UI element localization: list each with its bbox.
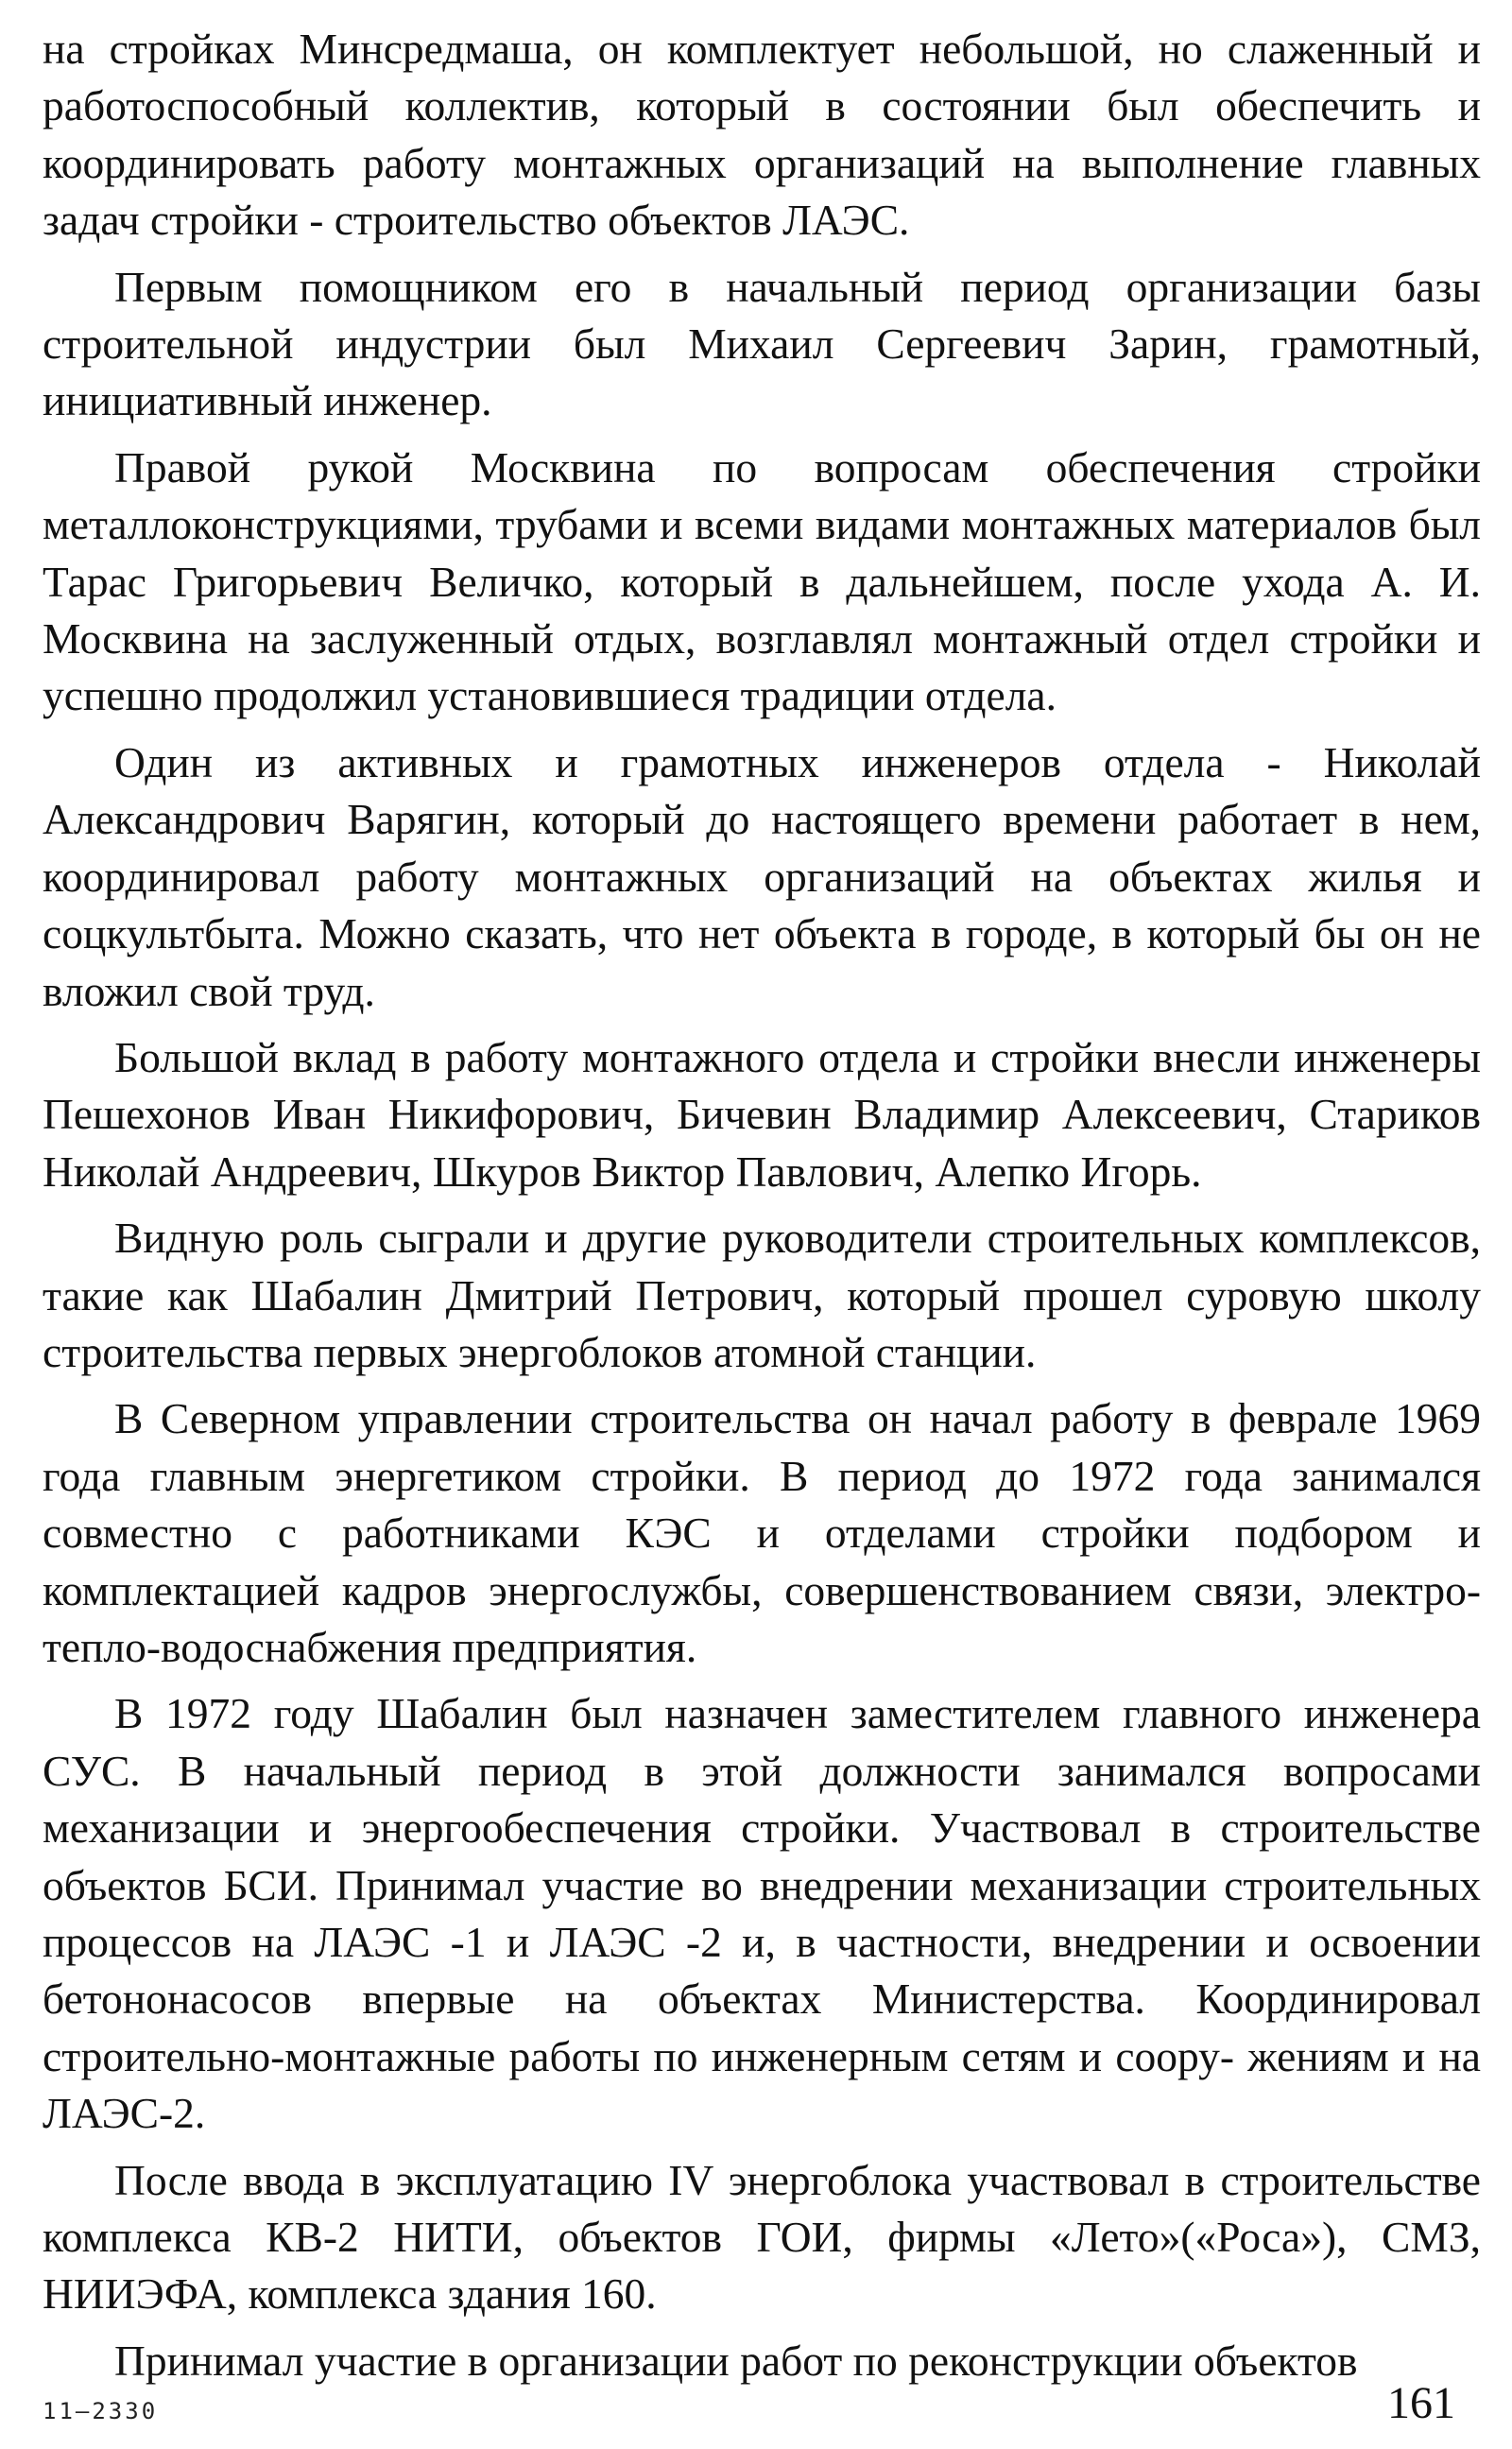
- page-footer: [0, 2377, 1512, 2434]
- paragraph: Один из активных и грамотных инженеров отдела - Николай Александрович Варягин, который до настоящего времени работает в нем, координировал работу монтажных организаций на объектах жилья и соцкультбыта. Можно сказать, что нет объекта в городе, в который бы он не вложил свой труд.: [43, 737, 1481, 1015]
- paragraph: Большой вклад в работу монтажного отдела и стройки внесли инженеры Пешехонов Иван Никифорович, Бичевин Владимир Алексеевич, Стариков Николай Андреевич, Шкуров Виктор Павлович, Алепко Игорь.: [43, 1032, 1481, 1196]
- paragraph-continuation: на стройках Минсредмаша, он комплектует небольшой, но слаженный и работоспособный коллектив, который в состоянии был обеспечить и координировать работу монтажных организаций на выполнение главных задач стройки - строительство объектов ЛАЭС.: [43, 25, 1481, 245]
- paragraph-last: Принимал участие в организации работ по реконструкции объектов: [114, 2336, 1358, 2385]
- body-text: [43, 21, 1481, 2389]
- paragraph: Видную роль сыграли и другие руководители строительных комплексов, такие как Шабалин Дмитрий Петрович, который прошел суровую школу строительства первых энергоблоков атомной станции.: [43, 1214, 1481, 1376]
- paragraph: В 1972 году Шабалин был назначен заместителем главного инженера СУС. В начальный период в этой должности занимался вопросами механизации и энергообеспечения стройки. Участвовал в строительстве объектов БСИ. Принимал участие во внедрении механизации строительных процессов на ЛАЭС -1 и ЛАЭС -2 и, в частности, внедрении и освоении бетононасосов впервые на объектах Министерства. Координировал строительно-монтажные работы по инженерным сетям и соору- жениям и на ЛАЭС-2.: [43, 1689, 1481, 2138]
- page-number: 161: [1387, 2378, 1455, 2428]
- paragraph: Правой рукой Москвина по вопросам обеспечения стройки металлоконструкциями, трубами и всеми видами монтажных материалов был Тарас Григорьевич Величко, который в дальнейшем, после ухода А. И. Москвина на заслуженный отдых, возглавлял монтажный отдел стройки и успешно продолжил установившиеся традиции отдела.: [43, 442, 1481, 720]
- paragraph: Первым помощником его в начальный период организации базы строительной индустрии был Михаил Сергеевич Зарин, грамотный, инициативный инженер.: [43, 262, 1481, 425]
- paragraph: В Северном управлении строительства он начал работу в феврале 1969 года главным энергетиком стройки. В период до 1972 года занимался совместно с работниками КЭС и отделами стройки подбором и комплектацией кадров энергослужбы, совершенствованием связи, электро-тепло-водоснабжения предприятия.: [43, 1394, 1481, 1671]
- paragraph: После ввода в эксплуатацию IV энергоблока участвовал в строительстве комплекса КВ-2 НИТИ, объектов ГОИ, фирмы «Лето»(«Роса»), СМЗ, НИИЭФА, комплекса здания 160.: [43, 2155, 1481, 2319]
- printer-signature: 11—2330: [43, 2398, 159, 2424]
